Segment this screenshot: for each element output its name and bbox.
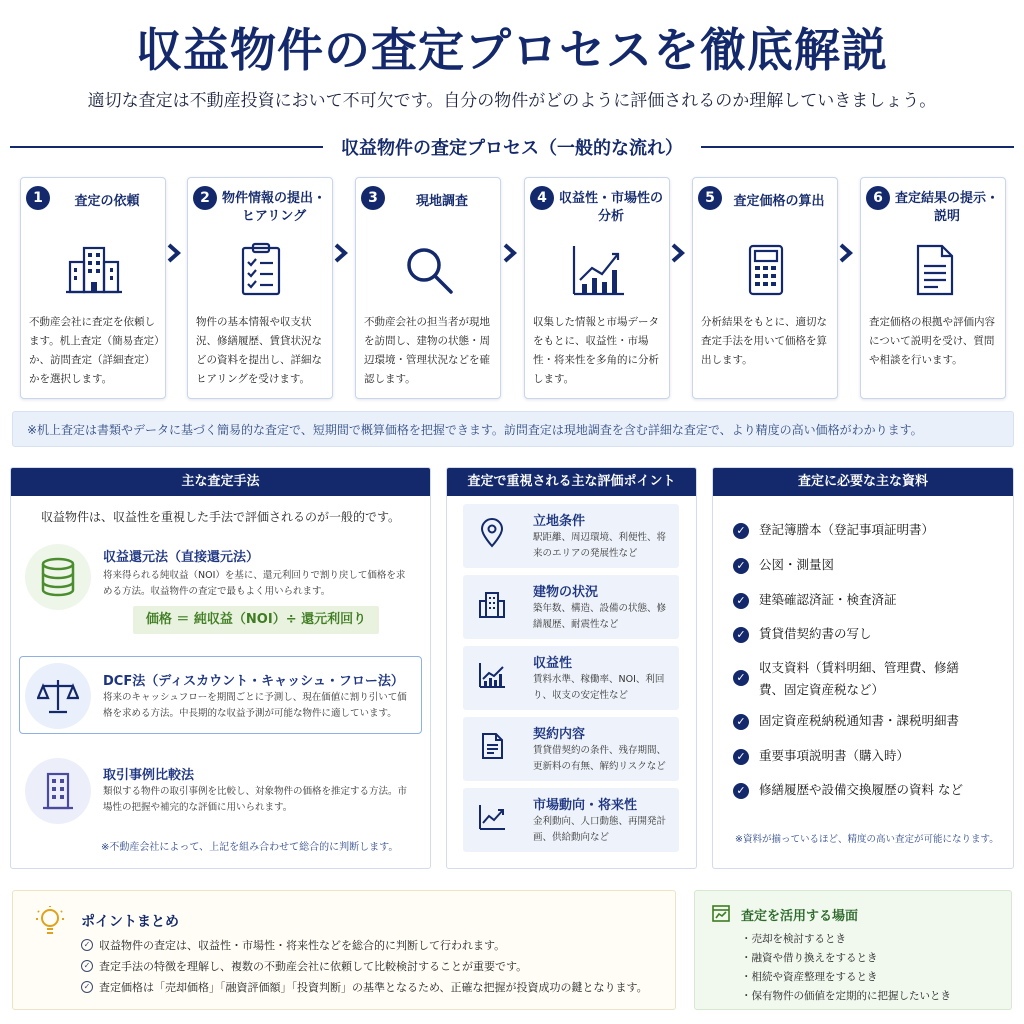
point-title: 契約内容 xyxy=(533,727,586,742)
divider xyxy=(701,146,1014,148)
methods-heading: 主な査定手法 xyxy=(11,468,430,496)
formula: 価格 ＝ 純収益（NOI）÷ 還元利回り xyxy=(133,606,379,634)
step-description: 収集した情報と市場データをもとに、収益性・市場性・将来性を多角的に分析します。 xyxy=(533,316,659,385)
location-pin-icon xyxy=(477,518,507,548)
step-title: 査定結果の提示・説明 xyxy=(894,191,999,224)
process-step-6 xyxy=(860,177,1006,399)
use-cases-heading: 査定を活用する場面 xyxy=(741,909,859,924)
process-step-5 xyxy=(692,177,838,399)
scale-icon xyxy=(25,663,91,729)
chevron-right-icon xyxy=(839,243,853,263)
process-step-2 xyxy=(187,177,333,399)
points-heading: 査定で重視される主な評価ポイント xyxy=(447,468,696,496)
step-number: 3 xyxy=(361,186,385,210)
office-building-icon xyxy=(25,758,91,824)
use-case-item: ・保有物件の価値を定期的に把握したいとき xyxy=(741,990,951,1002)
clipboard-checklist-icon xyxy=(231,240,291,300)
building-icon xyxy=(477,589,507,619)
document-item: ✓ 賃貸借契約書の写し xyxy=(733,626,872,645)
method-title: 収益還元法（直接還元法） xyxy=(103,550,260,565)
step-description: 査定価格の根拠や評価内容について説明を受け、質問や相談を行います。 xyxy=(869,316,995,366)
point-item xyxy=(463,504,679,568)
page-title: 収益物件の査定プロセスを徹底解説 xyxy=(136,23,888,77)
page-subtitle: 適切な査定は不動産投資において不可欠です。自分の物件がどのように評価されるのか理解していきましょう。 xyxy=(87,91,937,111)
step-title: 査定価格の算出 xyxy=(733,194,825,209)
evaluation-points-panel xyxy=(446,467,697,869)
summary-heading: ポイントまとめ xyxy=(81,914,179,930)
use-case-item: ・融資や借り換えをするとき xyxy=(741,952,878,964)
building-icon xyxy=(64,240,124,300)
lightbulb-icon xyxy=(35,905,65,939)
method-description: 将来のキャッシュフローを期間ごとに予測し、現在価値に割り引いて価格を求める方法。中長期的な収益予測が可能な物件に適しています。 xyxy=(103,692,407,719)
database-icon xyxy=(25,544,91,610)
method-title: 取引事例比較法 xyxy=(103,768,195,783)
step-number: 5 xyxy=(698,186,722,210)
check-circle-icon: ✓ xyxy=(81,960,93,972)
document-icon xyxy=(904,240,964,300)
point-title: 市場動向・将来性 xyxy=(533,798,638,813)
use-case-item: ・売却を検討するとき xyxy=(741,933,846,945)
check-circle-icon: ✓ xyxy=(81,939,93,951)
point-description: 賃料水準、稼働率、NOI、利回り、収支の安定性など xyxy=(533,674,665,701)
use-case-item: ・相続や資産整理をするとき xyxy=(741,971,878,983)
process-step-4 xyxy=(524,177,670,399)
point-description: 築年数、構造、設備の状態、修繕履歴、耐震性など xyxy=(533,603,667,630)
methods-footnote: ※不動産会社によって、上記を組み合わせて総合的に判断します。 xyxy=(101,842,399,853)
document-item: ✓ 重要事項説明書（購入時） xyxy=(733,748,909,767)
bar-chart-icon xyxy=(568,240,628,300)
point-title: 立地条件 xyxy=(533,514,586,529)
document-item: ✓ 建築確認済証・検査済証 xyxy=(733,592,897,611)
process-step-1 xyxy=(20,177,166,399)
divider xyxy=(10,146,323,148)
step-description: 分析結果をもとに、適切な査定手法を用いて価格を算出します。 xyxy=(701,316,827,366)
step-title: 物件情報の提出・ヒアリング xyxy=(221,191,326,224)
check-icon: ✓ xyxy=(733,783,749,799)
method-description: 将来得られる純収益（NOI）を基に、還元利回りで割り戻して価格を求める方法。収益物件の査定で最もよく用いられます。 xyxy=(103,570,406,597)
step-number: 4 xyxy=(530,186,554,210)
process-step-3 xyxy=(355,177,501,399)
step-description: 不動産会社に査定を依頼します。机上査定（簡易査定）か、訪問査定（詳細査定）かを選択します。 xyxy=(29,316,160,385)
chevron-right-icon xyxy=(503,243,517,263)
step-title: 収益性・市場性の分析 xyxy=(558,191,663,224)
point-description: 金利動向、人口動態、再開発計画、供給動向など xyxy=(533,816,667,843)
documents-heading: 査定に必要な主な資料 xyxy=(713,468,1013,496)
document-item: ✓ 公図・測量図 xyxy=(733,557,834,576)
step-number: 2 xyxy=(193,186,217,210)
point-title: 収益性 xyxy=(533,656,573,671)
magnifier-icon xyxy=(399,240,459,300)
calculator-icon xyxy=(736,240,796,300)
check-icon: ✓ xyxy=(733,714,749,730)
chevron-right-icon xyxy=(671,243,685,263)
point-description: 駅距離、周辺環境、利便性、将来のエリアの発展性など xyxy=(533,532,667,559)
point-title: 建物の状況 xyxy=(533,585,599,600)
bar-chart-icon xyxy=(477,660,507,690)
methods-intro: 収益物件は、収益性を重視した手法で評価されるのが一般的です。 xyxy=(41,510,401,524)
check-circle-icon: ✓ xyxy=(81,981,93,993)
document-item: ✓ 修繕履歴や設備交換履歴の資料 など xyxy=(733,782,963,801)
check-icon: ✓ xyxy=(733,749,749,765)
check-icon: ✓ xyxy=(733,593,749,609)
step-number: 1 xyxy=(26,186,50,210)
method-title: DCF法（ディスカウント・キャッシュ・フロー法） xyxy=(103,674,404,689)
process-note: ※机上査定は書類やデータに基づく簡易的な査定で、短期間で概算価格を把握できます。訪問査定は現地調査を含む詳細な査定で、より精度の高い価格がわかります。 xyxy=(12,411,1014,447)
use-cases-box xyxy=(694,890,1012,1010)
point-description: 賃貸借契約の条件、残存期間、更新料の有無、解約リスクなど xyxy=(533,745,667,772)
chevron-right-icon xyxy=(167,243,181,263)
process-heading-text: 収益物件の査定プロセス（一般的な流れ） xyxy=(341,138,683,159)
check-icon: ✓ xyxy=(733,670,749,686)
step-description: 物件の基本情報や収支状況、修繕履歴、賃貸状況などの資料を提出し、詳細なヒアリングを受けます。 xyxy=(196,316,322,385)
document-item: ✓ 登記簿謄本（登記事項証明書） xyxy=(733,522,934,541)
summary-box xyxy=(12,890,676,1010)
check-icon: ✓ xyxy=(733,627,749,643)
step-description: 不動産会社の担当者が現地を訪問し、建物の状態・周辺環境・管理状況などを確認します。 xyxy=(364,316,490,385)
documents-footnote: ※資料が揃っているほど、精度の高い査定が可能になります。 xyxy=(735,834,999,845)
check-icon: ✓ xyxy=(733,523,749,539)
summary-item: ✓ 査定手法の特徴を理解し、複数の不動産会社に依頼して比較検討することが重要です。 xyxy=(81,958,527,974)
document-item: ✓ 収支資料（賃料明細、管理費、修繕費、固定資産税など） xyxy=(733,660,973,701)
step-title: 査定の依頼 xyxy=(74,194,140,209)
document-item: ✓ 固定資産税納税通知書・課税明細書 xyxy=(733,713,959,732)
summary-item: ✓ 収益物件の査定は、収益性・市場性・将来性などを総合的に判断して行われます。 xyxy=(81,937,505,953)
trend-chart-icon xyxy=(477,802,507,832)
method-description: 類似する物件の取引事例を比較し、対象物件の価格を推定する方法。市場性の把握や補完的な評価に用いられます。 xyxy=(103,786,408,813)
chevron-right-icon xyxy=(334,243,348,263)
summary-item: ✓ 査定価格は「売却価格」「融資評価額」「投資判断」の基準となるため、正確な把握が投資成功の鍵となります。 xyxy=(81,979,648,995)
chart-board-icon xyxy=(711,903,731,923)
document-icon xyxy=(477,731,507,761)
check-icon: ✓ xyxy=(733,558,749,574)
step-title: 現地調査 xyxy=(415,194,468,209)
point-item xyxy=(463,646,679,710)
point-item xyxy=(463,717,679,781)
methods-panel xyxy=(10,467,431,869)
point-item xyxy=(463,788,679,852)
required-documents-panel xyxy=(712,467,1014,869)
step-number: 6 xyxy=(866,186,890,210)
process-heading xyxy=(10,136,1014,158)
point-item xyxy=(463,575,679,639)
